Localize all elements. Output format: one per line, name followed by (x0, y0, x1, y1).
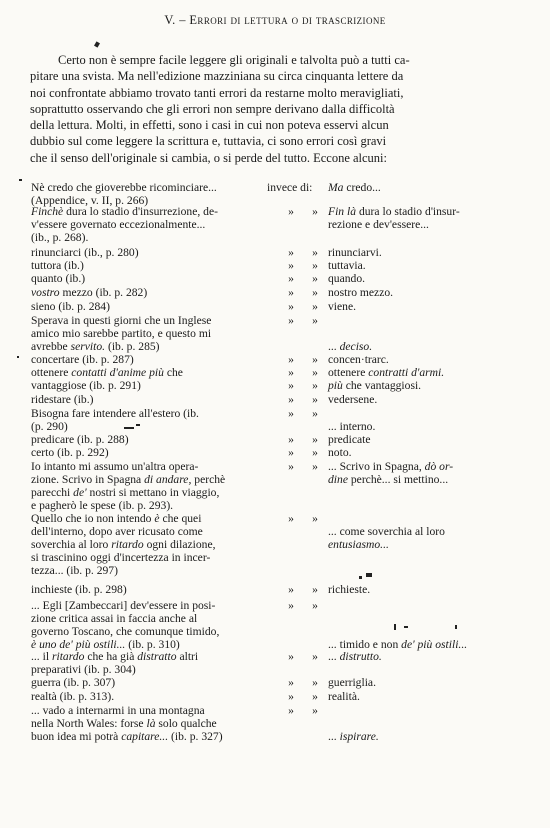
correct-line: nostro mezzo. (328, 286, 394, 299)
correct-line: ... deciso. (328, 340, 373, 353)
erroneous-line: amico mio sarebbe partito, e questo mi (31, 327, 212, 340)
erroneous-reading (31, 259, 253, 272)
erroneous-line: ridestare (ib.) (31, 393, 94, 406)
ditto-mark: » (288, 205, 294, 218)
erroneous-line: inchieste (ib. p. 298) (31, 583, 127, 596)
erroneous-reading (31, 181, 253, 207)
erroneous-line: governo Toscano, che comunque timido, (31, 625, 220, 638)
erroneous-reading (31, 300, 253, 313)
erroneous-line: (p. 290) (31, 420, 68, 433)
ditto-mark: » (312, 512, 318, 525)
ditto-mark: » (312, 205, 318, 218)
ditto-mark: » (288, 353, 294, 366)
correct-line: più che vantaggiosi. (328, 379, 422, 392)
ditto-mark: » (312, 393, 318, 406)
correct-line: Fin là dura lo stadio d'insur- (328, 205, 460, 218)
erroneous-line: sieno (ib. p. 284) (31, 300, 110, 313)
erroneous-reading (31, 366, 253, 379)
ditto-mark: » (288, 272, 294, 285)
correct-line: noto. (328, 446, 352, 459)
erroneous-line: nella North Wales: forse là solo qualche (31, 717, 217, 730)
erroneous-line: parecchi de' nostri si mettano in viaggio, (31, 486, 220, 499)
correct-line: ... Scrivo in Spagna, dò or- (328, 460, 454, 473)
erroneous-reading (31, 690, 253, 703)
correct-line: viene. (328, 300, 357, 313)
erroneous-line: ottenere contatti d'anime più che (31, 366, 183, 379)
correct-line: tuttavia. (328, 259, 366, 272)
intro-line: noi confrontate abbiamo trovato tanti errori da restarne molto meravigliati, (30, 85, 404, 100)
correct-line (328, 314, 498, 327)
correct-reading (328, 512, 498, 551)
correct-reading (328, 246, 498, 259)
correct-line: guerriglia. (328, 676, 376, 689)
correct-line: ... ispirare. (328, 730, 379, 743)
correct-line: concen·trarc. (328, 353, 389, 366)
correct-line (328, 599, 498, 612)
correct-line: ottenere contratti d'armi. (328, 366, 445, 379)
ink-speck (455, 625, 457, 629)
erroneous-line: vantaggiose (ib. p. 291) (31, 379, 141, 392)
correct-reading (328, 599, 498, 651)
correct-reading (328, 583, 498, 596)
correct-reading (328, 272, 498, 285)
correct-reading (328, 205, 498, 231)
correct-reading (328, 259, 498, 272)
erroneous-line: tezza... (ib. p. 297) (31, 564, 118, 577)
ditto-mark: » (288, 379, 294, 392)
ditto-mark: » (288, 300, 294, 313)
intro-line: soprattutto osservando che gli errori non sempre derivano dalla difficoltà (30, 101, 395, 116)
erroneous-line: guerra (ib. p. 307) (31, 676, 116, 689)
ink-speck (394, 624, 396, 630)
ditto-mark: » (312, 272, 318, 285)
correct-line: rezione e dev'essere... (328, 218, 429, 231)
section-number: V. – (164, 13, 190, 27)
ditto-mark: » (288, 599, 294, 612)
erroneous-line: Sperava in questi giorni che un Inglese (31, 314, 212, 327)
ditto-mark: » (312, 676, 318, 689)
correct-line: ... come soverchia al loro (328, 525, 445, 538)
correct-reading (328, 379, 498, 392)
erroneous-reading (31, 286, 253, 299)
erroneous-line: soverchia al loro ritardo ogni dilazione, (31, 538, 216, 551)
correct-reading (328, 181, 498, 194)
erroneous-reading (31, 353, 253, 366)
correct-reading (328, 676, 498, 689)
erroneous-line: (Appendice, v. II, p. 266) (31, 194, 149, 207)
erroneous-reading (31, 650, 253, 676)
correct-line (328, 625, 498, 638)
correct-line (328, 704, 498, 717)
erroneous-reading (31, 272, 253, 285)
correct-line (328, 327, 498, 340)
erroneous-reading (31, 407, 253, 433)
correct-reading (328, 286, 498, 299)
erroneous-reading (31, 379, 253, 392)
correct-line (328, 407, 498, 420)
intro-line: Certo non è sempre facile leggere gli originali e talvolta può a tutti ca- (58, 53, 410, 67)
ditto-mark: » (312, 704, 318, 717)
ditto-mark: » (312, 314, 318, 327)
ditto-mark: » (312, 300, 318, 313)
ink-speck (124, 427, 134, 429)
ditto-mark: » (288, 246, 294, 259)
section-title: Errori di lettura o di trascrizione (189, 13, 386, 27)
erroneous-reading (31, 393, 253, 406)
correct-line: vedersene. (328, 393, 378, 406)
erroneous-line: realtà (ib. p. 313). (31, 690, 115, 703)
erroneous-reading (31, 205, 253, 244)
erroneous-line: preparativi (ib. p. 304) (31, 663, 136, 676)
ditto-mark: » (288, 446, 294, 459)
ink-speck (17, 356, 19, 358)
intro-line: che il senso dell'originale si cambia, o si perde del tutto. Eccone alcuni: (30, 150, 388, 165)
ditto-mark: » (312, 650, 318, 663)
correct-reading (328, 460, 498, 486)
ditto-mark: » (288, 407, 294, 420)
correct-line (328, 612, 498, 625)
ditto-mark: » (312, 583, 318, 596)
ditto-mark: » (312, 460, 318, 473)
ditto-mark: » (312, 690, 318, 703)
erroneous-line: zione critica assai in faccia anche al (31, 612, 198, 625)
ditto-mark: » (312, 407, 318, 420)
ditto-mark: » (288, 704, 294, 717)
correct-reading (328, 393, 498, 406)
erroneous-line: buon idea mi potrà capitare... (ib. p. 327) (31, 730, 223, 743)
correct-reading (328, 366, 498, 379)
correct-reading (328, 353, 498, 366)
correct-line (328, 717, 498, 730)
ditto-mark: » (288, 366, 294, 379)
correct-line: ... interno. (328, 420, 376, 433)
correct-line: rinunciarvi. (328, 246, 382, 259)
erroneous-line: tuttora (ib.) (31, 259, 84, 272)
erroneous-line: vostro mezzo (ib. p. 282) (31, 286, 148, 299)
ditto-mark: » (288, 314, 294, 327)
ditto-mark: » (312, 433, 318, 446)
ditto-mark: » (288, 690, 294, 703)
ditto-mark: » (312, 353, 318, 366)
erroneous-line: Bisogna fare intendere all'estero (ib. (31, 407, 199, 420)
erroneous-line: quanto (ib.) (31, 272, 86, 285)
erroneous-line: predicare (ib. p. 288) (31, 433, 129, 446)
erroneous-line: v'essere governato eccezionalmente... (31, 218, 206, 231)
ditto-mark: » (288, 259, 294, 272)
erroneous-line: (ib., p. 268). (31, 231, 89, 244)
correct-line: quando. (328, 272, 366, 285)
ditto-mark: » (312, 286, 318, 299)
erroneous-line: ... vado a internarmi in una montagna (31, 704, 205, 717)
erroneous-line: certo (ib. p. 292) (31, 446, 109, 459)
erroneous-line: è uno de' più ostili... (ib. p. 310) (31, 638, 180, 651)
erroneous-line: Quello che io non intendo è che quei (31, 512, 202, 525)
erroneous-line: e pagherò le spese (ib. p. 293). (31, 499, 174, 512)
ditto-mark: » (312, 599, 318, 612)
correct-reading (328, 704, 498, 743)
ditto-mark: » (288, 460, 294, 473)
erroneous-line: avrebbe servito. (ib. p. 285) (31, 340, 160, 353)
ditto-mark: » (288, 433, 294, 446)
correct-line: richieste. (328, 583, 371, 596)
erroneous-line: ... Egli [Zambeccari] dev'essere in posi- (31, 599, 216, 612)
correct-line: Ma credo... (328, 181, 381, 194)
correct-line: ... timido e non de' più ostili... (328, 638, 468, 651)
correct-reading (328, 300, 498, 313)
erroneous-reading (31, 512, 253, 577)
ditto-mark: » (312, 259, 318, 272)
ditto-mark: » (288, 676, 294, 689)
correct-reading (328, 314, 498, 353)
erroneous-line: Finchè dura lo stadio d'insurrezione, de- (31, 205, 218, 218)
erroneous-reading (31, 676, 253, 689)
correct-reading (328, 650, 498, 663)
correct-line: ... distrutto. (328, 650, 382, 663)
erroneous-line: dell'interno, dopo aver ricusato come (31, 525, 203, 538)
ditto-mark: » (288, 650, 294, 663)
erroneous-reading (31, 583, 253, 596)
correct-line: entusiasmo... (328, 538, 389, 551)
erroneous-reading (31, 433, 253, 446)
ditto-mark: » (288, 583, 294, 596)
correct-reading (328, 407, 498, 433)
erroneous-line: concertare (ib. p. 287) (31, 353, 134, 366)
erroneous-line: Nè credo che gioverebbe ricominciare... (31, 181, 217, 194)
correct-reading (328, 690, 498, 703)
correct-line (328, 512, 498, 525)
erroneous-line: si trascinino oggi d'incertezza in incer- (31, 551, 211, 564)
erroneous-reading (31, 599, 253, 651)
intro-line: pitare una svista. Ma nell'edizione mazziniana su circa cinquanta lettere da (30, 69, 404, 84)
ink-speck (19, 179, 22, 181)
erroneous-reading (31, 246, 253, 259)
erroneous-line: Io intanto mi assumo un'altra opera- (31, 460, 199, 473)
instead-of-label: invece di: (267, 181, 313, 194)
erroneous-reading (31, 460, 253, 512)
erroneous-line: zione. Scrivo in Spagna di andare, perchè (31, 473, 226, 486)
intro-line: della lettura. Molti, in effetti, sono i casi in cui non poteva esservi alcun (30, 118, 389, 133)
ditto-mark: » (312, 446, 318, 459)
erroneous-reading (31, 314, 253, 353)
ditto-mark: » (288, 393, 294, 406)
ditto-mark: » (312, 379, 318, 392)
erroneous-reading (31, 704, 253, 743)
ditto-mark: » (288, 286, 294, 299)
correct-line: realità. (328, 690, 360, 703)
correct-reading (328, 446, 498, 459)
erroneous-line: ... il ritardo che ha già distratto altri (31, 650, 199, 663)
ink-speck (366, 573, 372, 577)
erroneous-reading (31, 446, 253, 459)
ink-speck (359, 576, 362, 579)
correct-reading (328, 433, 498, 446)
ink-speck (404, 626, 408, 628)
correct-line: predicate (328, 433, 371, 446)
intro-line: dubbio sul come leggere la scrittura e, tuttavia, ci sono errori così gravi (30, 134, 387, 149)
correct-line: dine perchè... si mettino... (328, 473, 449, 486)
ditto-mark: » (312, 246, 318, 259)
ditto-mark: » (312, 366, 318, 379)
ditto-mark: » (288, 512, 294, 525)
ink-speck (136, 424, 140, 426)
erroneous-line: rinunciarci (ib., p. 280) (31, 246, 139, 259)
